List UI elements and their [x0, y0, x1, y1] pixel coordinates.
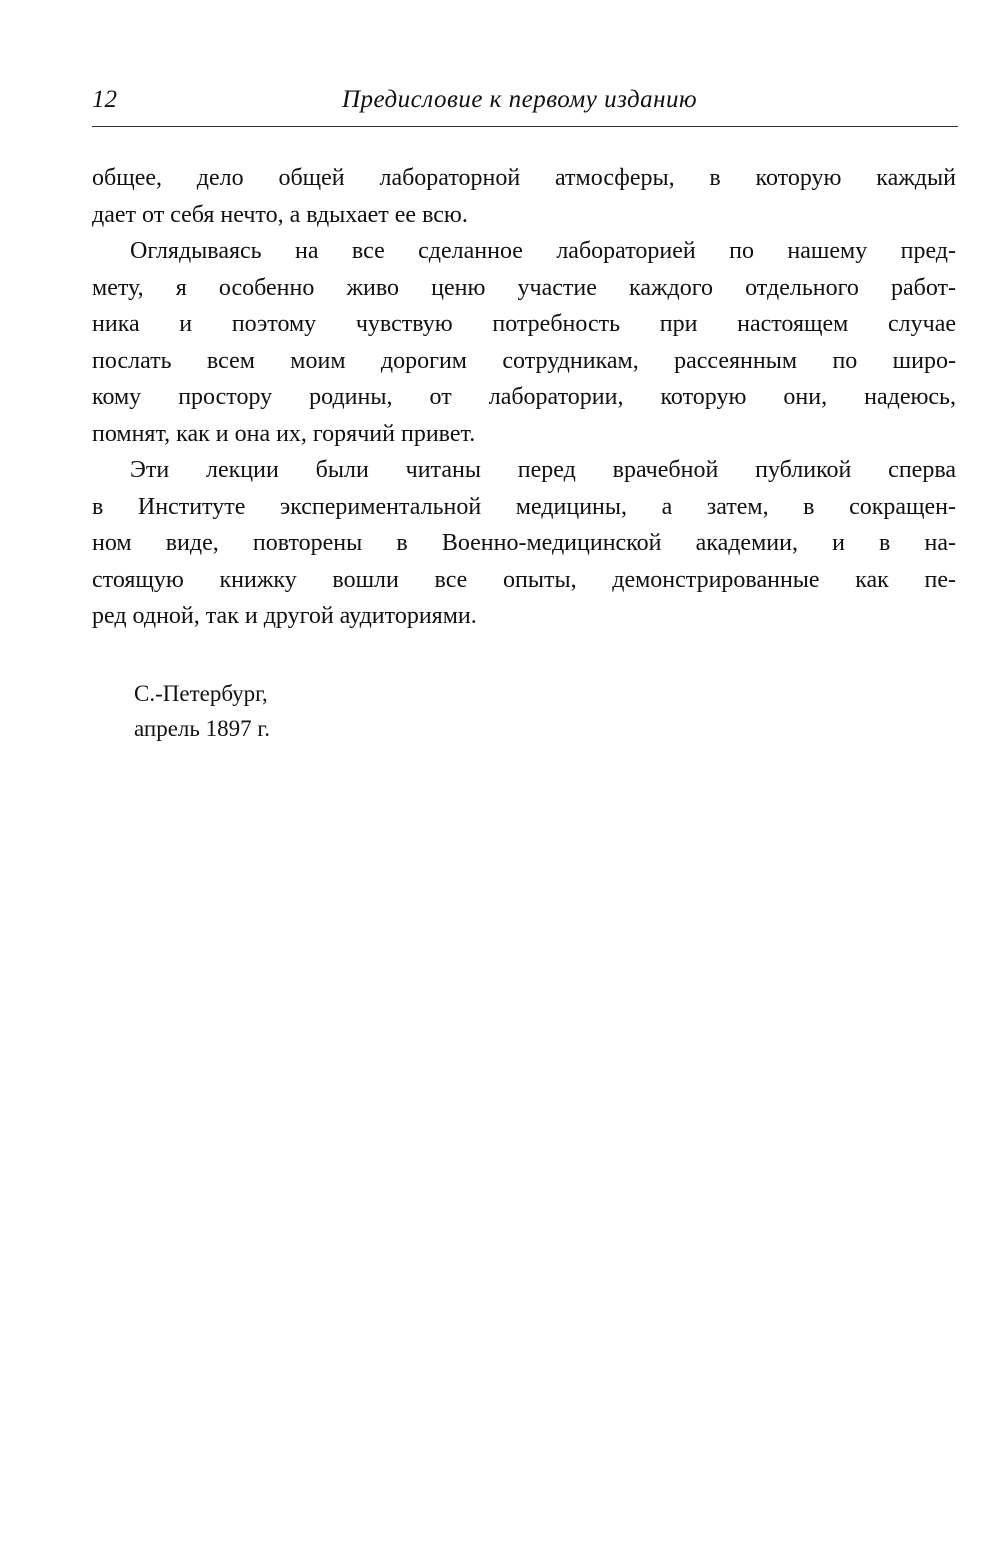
text-line: дает от себя нечто, а вдыхает ее всю. [92, 201, 468, 228]
text-line: общее, дело общей лабораторной атмосферы, в которую каждый [92, 165, 956, 191]
text-line: ред одной, так и другой аудиториями. [92, 603, 477, 629]
text-line: стоящую книжку вошли все опыты, демонстрированные как пе- [92, 566, 956, 593]
running-title: Предисловие к первому изданию [342, 86, 698, 113]
text-line: кому простору родины, от лаборатории, которую они, надеюсь, [92, 384, 956, 410]
text-line: Оглядываясь на все сделанное лабораторией по нашему пред- [130, 238, 956, 264]
page-header [92, 86, 956, 122]
body-text [92, 160, 956, 635]
signature-place: С.-Петербург, [134, 681, 268, 706]
page-number: 12 [92, 86, 117, 113]
text-line: мету, я особенно живо ценю участие каждого отдельного работ- [92, 274, 956, 301]
text-line: послать всем моим дорогим сотрудникам, рассеянным по широ- [92, 347, 956, 374]
text-line: ника и поэтому чувствую потребность при настоящем случае [92, 311, 956, 337]
header-rule [92, 126, 958, 127]
text-line: помнят, как и она их, горячий привет. [92, 420, 476, 447]
text-line: ном виде, повторены в Военно-медицинской академии, и в на- [92, 530, 956, 556]
text-line: в Институте экспериментальной медицины, а затем, в сокращен- [92, 493, 956, 520]
text-line: Эти лекции были читаны перед врачебной публикой сперва [130, 457, 956, 483]
signature [134, 676, 270, 746]
signature-date: апрель 1897 г. [134, 716, 270, 741]
